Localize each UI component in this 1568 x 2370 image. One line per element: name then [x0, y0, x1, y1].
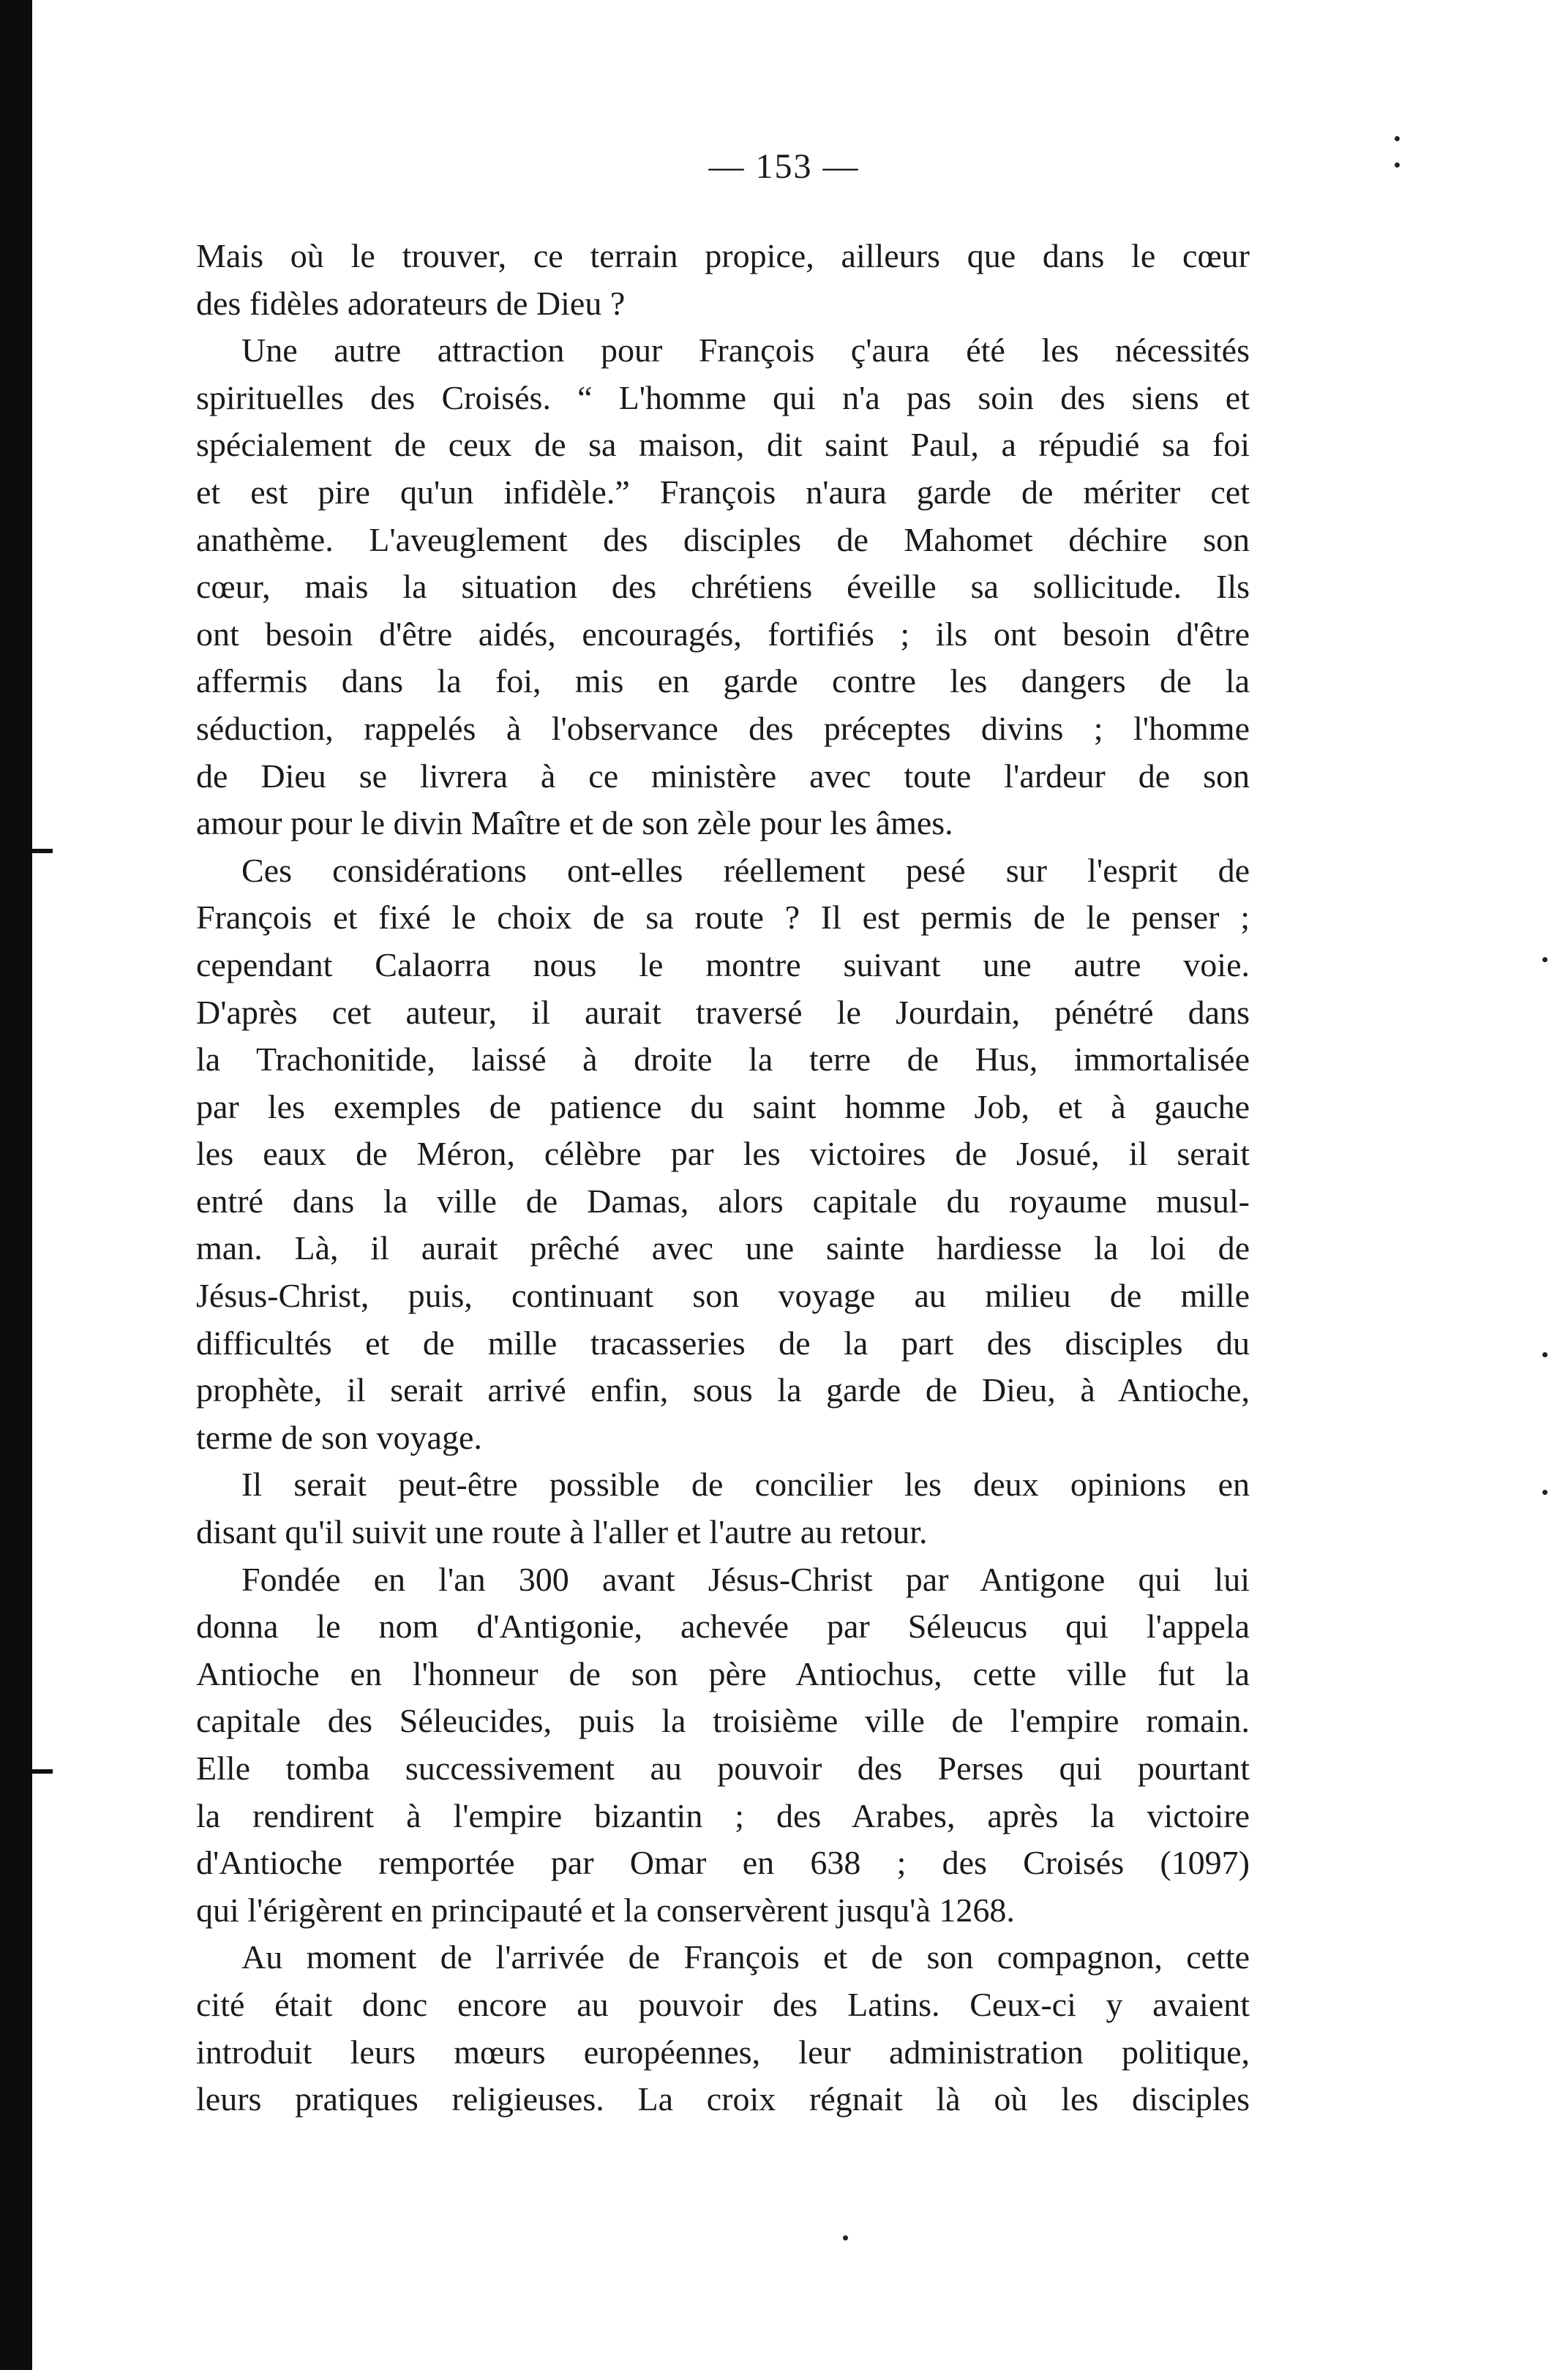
text-line: ont besoin d'être aidés, encouragés, fortifiés ; ils ont besoin d'être [196, 615, 1250, 653]
text-line: séduction, rappelés à l'observance des préceptes divins ; l'homme [196, 709, 1250, 747]
text-line: cœur, mais la situation des chrétiens éveille sa sollicitude. Ils [196, 568, 1250, 606]
text-line: leurs pratiques religieuses. La croix régnait là où les disciples [196, 2080, 1250, 2118]
text-line: Elle tomba successivement au pouvoir des Perses qui pourtant [196, 1750, 1250, 1787]
text-line: François et fixé le choix de sa route ? Il est permis de le penser ; [196, 899, 1250, 937]
text-line: amour pour le divin Maître et de son zèle pour les âmes. [196, 804, 953, 842]
text-line: par les exemples de patience du saint homme Job, et à gauche [196, 1087, 1250, 1125]
text-line: prophète, il serait arrivé enfin, sous la garde de Dieu, à Antioche, [196, 1371, 1250, 1409]
text-line: introduit leurs mœurs européennes, leur administration politique, [196, 2033, 1250, 2071]
text-line: difficultés et de mille tracasseries de la part des disciples du [196, 1324, 1250, 1362]
stray-mark [1542, 1352, 1548, 1357]
text-line: Ces considérations ont-elles réellement pesé sur l'esprit de [241, 851, 1250, 889]
stray-mark [1395, 136, 1400, 141]
text-line: spécialement de ceux de sa maison, dit saint Paul, a répudié sa foi [196, 426, 1250, 464]
text-line: entré dans la ville de Damas, alors capitale du royaume musul- [196, 1182, 1250, 1220]
text-line: cité était donc encore au pouvoir des Latins. Ceux-ci y avaient [196, 1985, 1250, 2023]
text-line: donna le nom d'Antigonie, achevée par Séleucus qui l'appela [196, 1608, 1250, 1646]
binding-edge [0, 0, 32, 2370]
text-line: d'Antioche remportée par Omar en 638 ; des Croisés (1097) [196, 1844, 1250, 1882]
text-line: et est pire qu'un infidèle.” François n'aura garde de mériter cet [196, 473, 1250, 511]
text-line: affermis dans la foi, mis en garde contre les dangers de la [196, 662, 1250, 700]
text-line: cependant Calaorra nous le montre suivant une autre voie. [196, 945, 1250, 983]
text-line: Il serait peut-être possible de concilier les deux opinions en [241, 1466, 1250, 1504]
text-line: qui l'érigèrent en principauté et la conservèrent jusqu'à 1268. [196, 1891, 1015, 1929]
stray-mark [1542, 1490, 1548, 1495]
text-line: anathème. L'aveuglement des disciples de Mahomet déchire son [196, 520, 1250, 558]
body-text [196, 233, 1250, 2123]
stray-mark [1395, 162, 1400, 168]
text-line: Jésus-Christ, puis, continuant son voyage au milieu de mille [196, 1277, 1250, 1315]
text-line: man. Là, il aurait prêché avec une sainte hardiesse la loi de [196, 1229, 1250, 1267]
stray-mark [1542, 957, 1548, 962]
stray-mark [843, 2235, 848, 2240]
text-line: Mais où le trouver, ce terrain propice, ailleurs que dans le cœur [196, 237, 1250, 274]
text-line: spirituelles des Croisés. “ L'homme qui n'a pas soin des siens et [196, 378, 1250, 416]
binding-tick [32, 1769, 53, 1774]
text-line: D'après cet auteur, il aurait traversé le Jourdain, pénétré dans [196, 993, 1250, 1031]
text-line: Une autre attraction pour François ç'aura été les nécessités [241, 331, 1250, 370]
text-line: Antioche en l'honneur de son père Antiochus, cette ville fut la [196, 1654, 1250, 1692]
binding-tick [32, 849, 53, 853]
text-line: de Dieu se livrera à ce ministère avec toute l'ardeur de son [196, 757, 1250, 795]
text-line: Fondée en l'an 300 avant Jésus-Christ par Antigone qui lui [241, 1560, 1250, 1598]
text-line: capitale des Séleucides, puis la troisième ville de l'empire romain. [196, 1702, 1250, 1740]
text-line: terme de son voyage. [196, 1418, 482, 1456]
text-line: la Trachonitide, laissé à droite la terre de Hus, immortalisée [196, 1040, 1250, 1079]
text-line: disant qu'il suivit une route à l'aller et l'autre au retour. [196, 1513, 928, 1551]
text-line: la rendirent à l'empire bizantin ; des Arabes, après la victoire [196, 1796, 1250, 1834]
text-line: des fidèles adorateurs de Dieu ? [196, 284, 626, 322]
page-number: — 153 — [708, 147, 860, 186]
text-line: les eaux de Méron, célèbre par les victoires de Josué, il serait [196, 1135, 1250, 1173]
text-line: Au moment de l'arrivée de François et de son compagnon, cette [241, 1938, 1250, 1976]
